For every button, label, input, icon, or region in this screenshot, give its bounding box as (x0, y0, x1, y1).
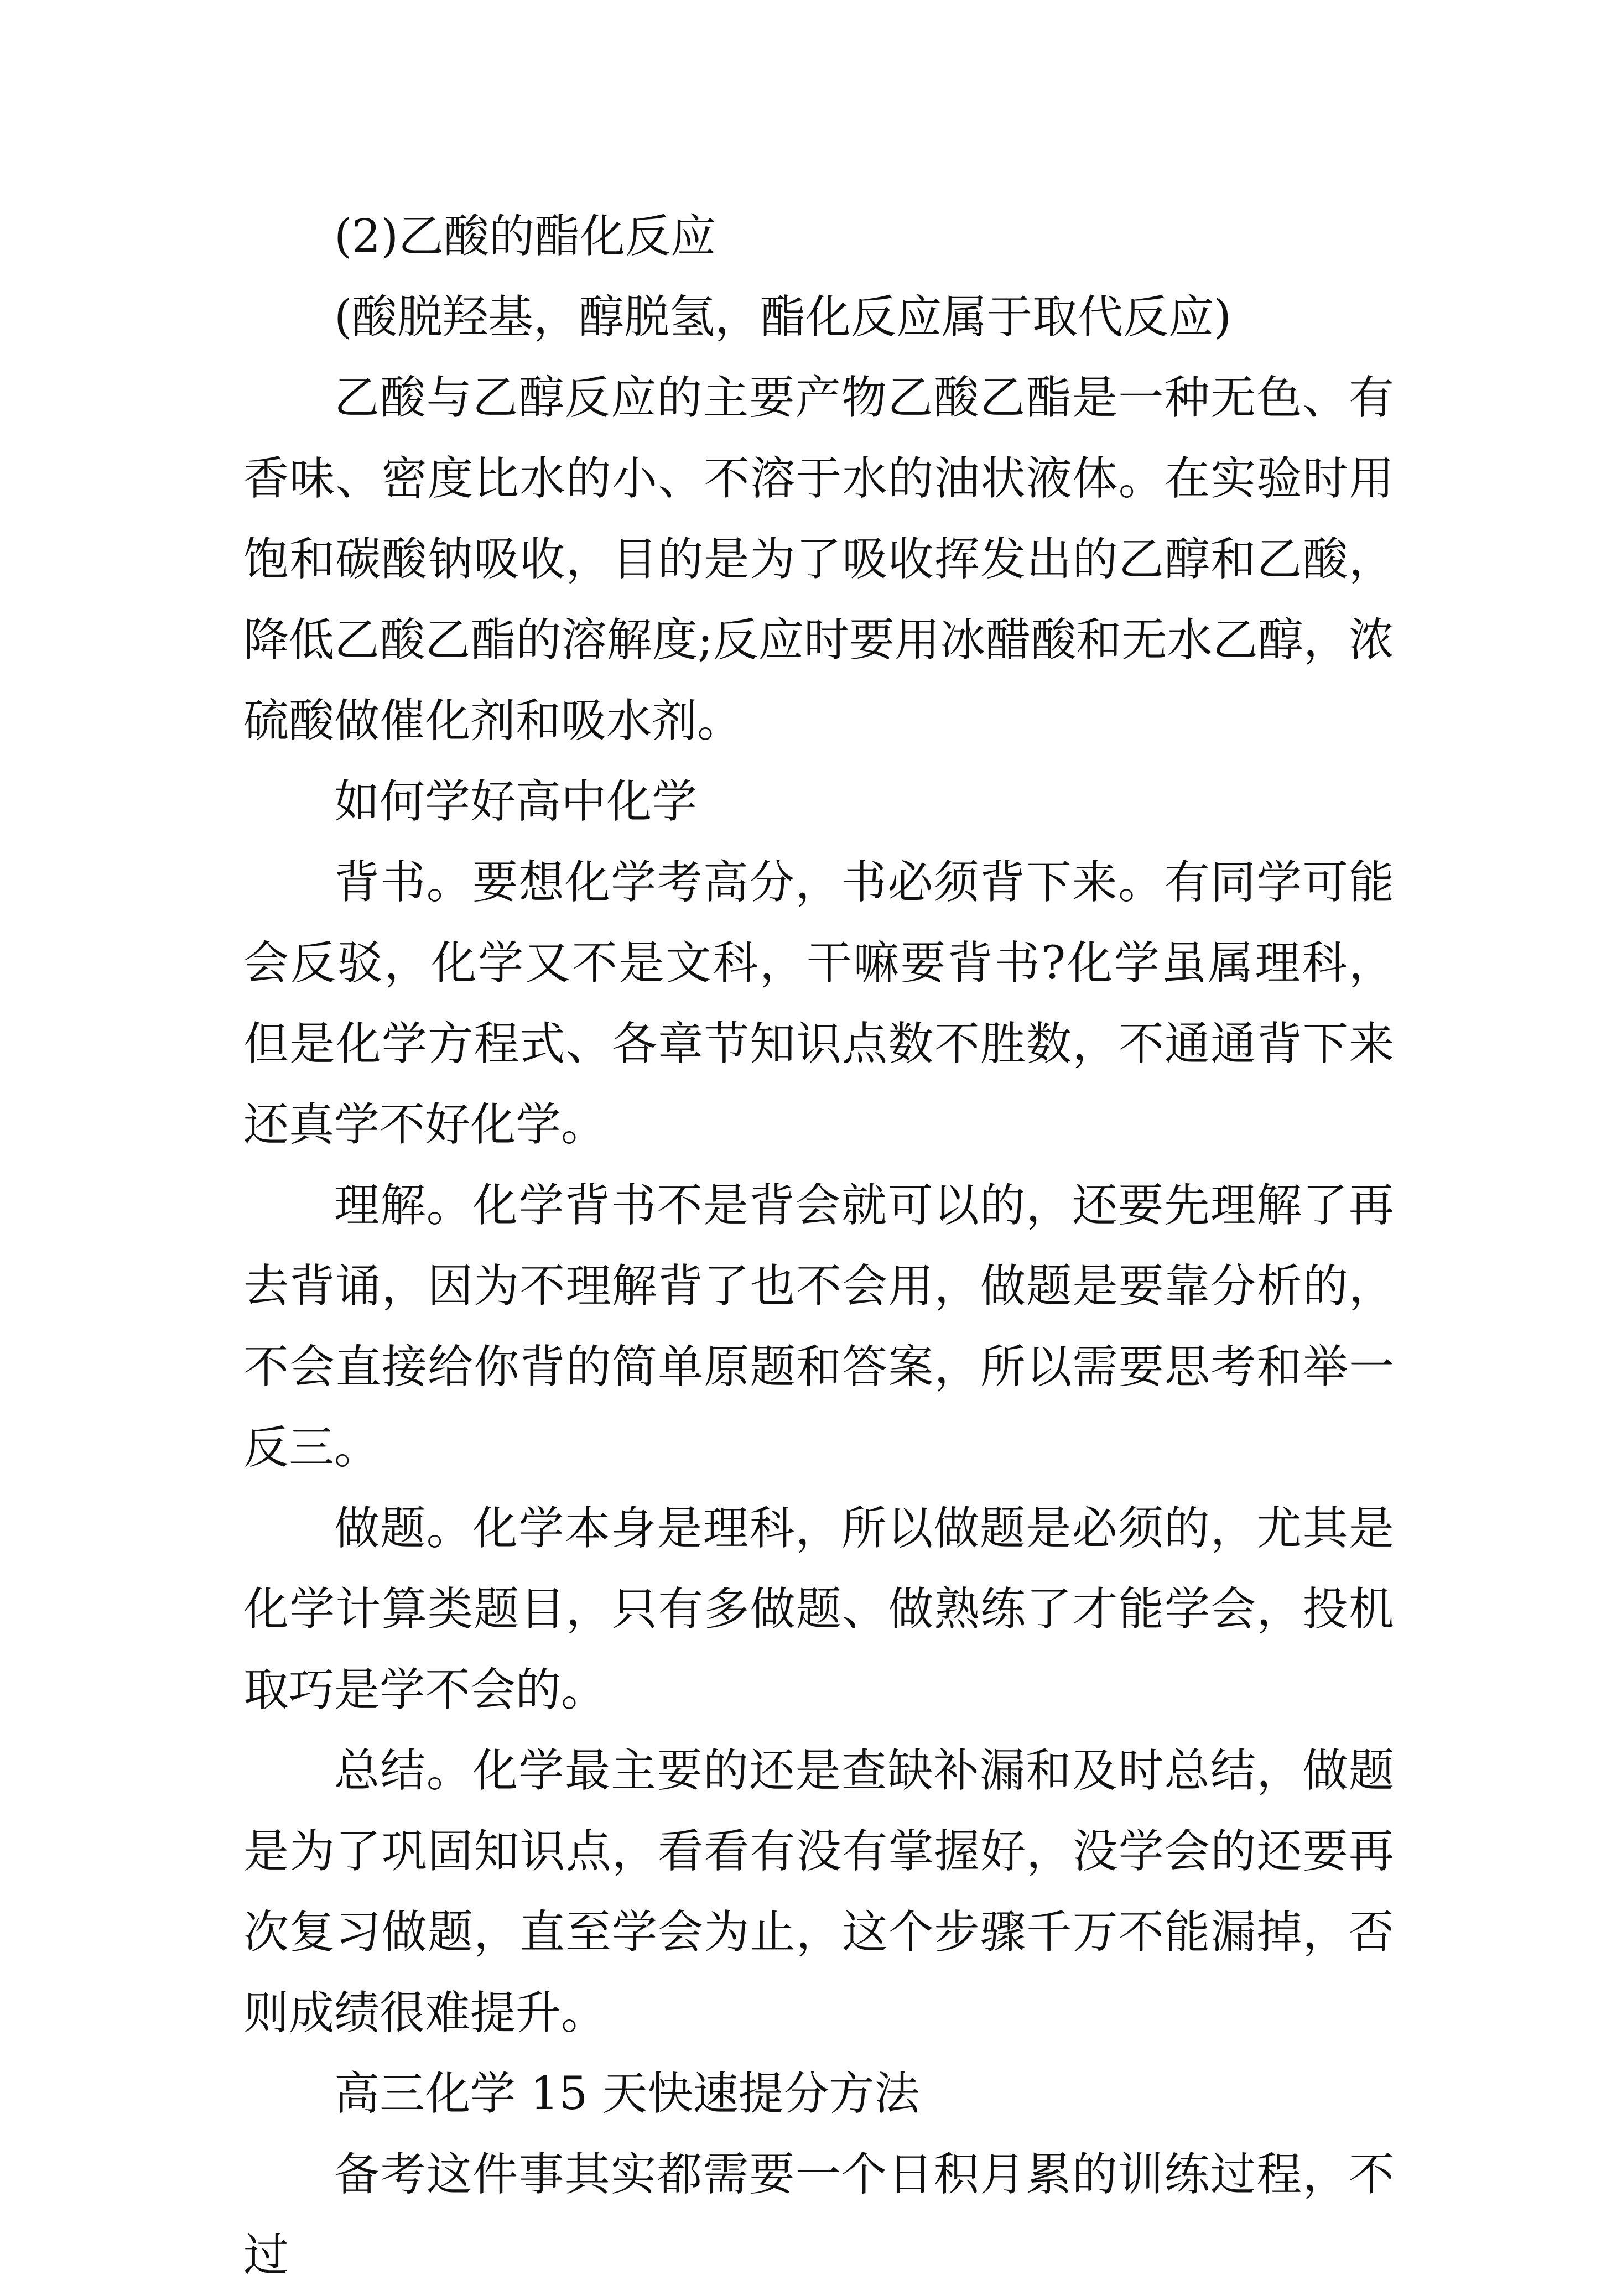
paragraph-summarize: 总结。化学最主要的还是查缺补漏和及时总结，做题是为了巩固知识点，看看有没有掌握好，没学会的还要再次复习做题，直至学会为止，这个步骤千万不能漏掉，否则成绩很难提升。 (243, 1745, 1394, 2039)
section-heading-study-chemistry: 如何学好高中化学 (334, 775, 698, 828)
section-heading-15-days: 高三化学 15 天快速提分方法 (334, 2068, 920, 2120)
paragraph-practice: 做题。化学本身是理科，所以做题是必须的，尤其是化学计算类题目，只有多做题、做熟练了才能学会，投机取巧是学不会的。 (243, 1502, 1394, 1716)
document-body (243, 196, 1394, 2296)
paragraph-preparation: 备考这件事其实都需要一个日积月累的训练过程，不过 (243, 2148, 1394, 2282)
paragraph-memorize: 背书。要想化学考高分，书必须背下来。有同学可能会反驳，化学又不是文科，干嘛要背书?化学虽属理科，但是化学方程式、各章节知识点数不胜数，不通通背下来还真学不好化学。 (243, 856, 1394, 1151)
paragraph-esterification-note: (酸脱羟基，醇脱氢，酯化反应属于取代反应) (334, 291, 1231, 343)
paragraph-esterification-heading: (2)乙酸的酯化反应 (334, 210, 716, 263)
paragraph-understand: 理解。化学背书不是背会就可以的，还要先理解了再去背诵，因为不理解背了也不会用，做题是要靠分析的，不会直接给你背的简单原题和答案，所以需要思考和举一反三。 (243, 1179, 1394, 1474)
paragraph-ethyl-acetate: 乙酸与乙醇反应的主要产物乙酸乙酯是一种无色、有香味、密度比水的小、不溶于水的油状液体。在实验时用饱和碳酸钠吸收，目的是为了吸收挥发出的乙醇和乙酸，降低乙酸乙酯的溶解度;反应时要用冰醋酸和无水乙醇，浓硫酸做催化剂和吸水剂。 (243, 372, 1394, 747)
